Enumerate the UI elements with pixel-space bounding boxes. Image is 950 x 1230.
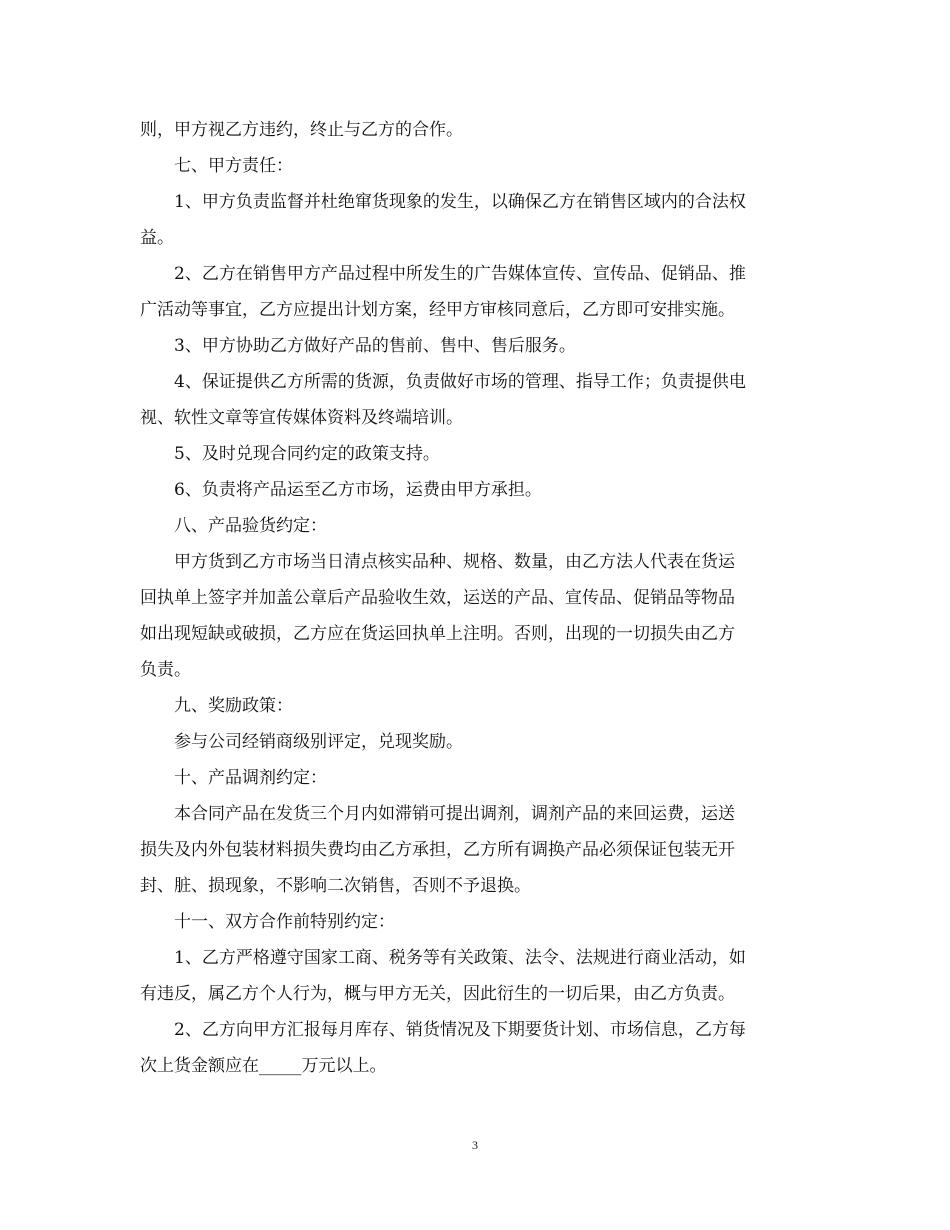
text-line: 6、负责将产品运至乙方市场，运费由甲方承担。 xyxy=(174,480,542,500)
text-line: 如出现短缺或破损，乙方应在货运回执单上注明。否则，出现的一切损失由乙方 xyxy=(140,624,735,644)
text-line: 视、软性文章等宣传媒体资料及终端培训。 xyxy=(140,408,463,428)
text-line: 回执单上签字并加盖公章后产品验收生效，运送的产品、宣传品、促销品等物品 xyxy=(140,588,735,608)
text-line: 则，甲方视乙方违约，终止与乙方的合作。 xyxy=(140,120,463,140)
text-line: 参与公司经销商级别评定，兑现奖励。 xyxy=(174,732,463,752)
text-line: 益。 xyxy=(140,228,174,248)
page-number: 3 xyxy=(472,1138,478,1152)
text-line: 封、脏、损现象，不影响二次销售，否则不予退换。 xyxy=(140,876,531,896)
section-heading-11: 十一、双方合作前特别约定： xyxy=(174,912,395,932)
text-line: 负责。 xyxy=(140,660,191,680)
section-heading-7: 七、甲方责任： xyxy=(174,156,293,176)
text-line: 有违反，属乙方个人行为，概与甲方无关，因此衍生的一切后果，由乙方负责。 xyxy=(140,984,735,1004)
section-heading-10: 十、产品调剂约定： xyxy=(174,768,327,788)
text-line: 本合同产品在发货三个月内如滞销可提出调剂，调剂产品的来回运费，运送 xyxy=(174,804,735,824)
section-heading-9: 九、奖励政策： xyxy=(174,696,293,716)
text-line: 1、乙方严格遵守国家工商、税务等有关政策、法令、法规进行商业活动，如 xyxy=(174,948,746,968)
text-line: 损失及内外包装材料损失费均由乙方承担，乙方所有调换产品必须保证包装无开 xyxy=(140,840,735,860)
text-line: 广活动等事宜，乙方应提出计划方案，经甲方审核同意后，乙方即可安排实施。 xyxy=(140,300,735,320)
text-line: 4、保证提供乙方所需的货源，负责做好市场的管理、指导工作；负责提供电 xyxy=(174,372,746,392)
text-line: 5、及时兑现合同约定的政策支持。 xyxy=(174,444,440,464)
text-line: 3、甲方协助乙方做好产品的售前、售中、售后服务。 xyxy=(174,336,576,356)
text-line: 1、甲方负责监督并杜绝窜货现象的发生，以确保乙方在销售区域内的合法权 xyxy=(174,192,746,212)
text-line: 次上货金额应在_____万元以上。 xyxy=(140,1056,387,1076)
text-line: 甲方货到乙方市场当日清点核实品种、规格、数量，由乙方法人代表在货运 xyxy=(174,552,735,572)
text-line: 2、乙方在销售甲方产品过程中所发生的广告媒体宣传、宣传品、促销品、推 xyxy=(174,264,746,284)
section-heading-8: 八、产品验货约定： xyxy=(174,516,327,536)
document-body xyxy=(140,112,812,1084)
text-line: 2、乙方向甲方汇报每月库存、销货情况及下期要货计划、市场信息，乙方每 xyxy=(174,1020,746,1040)
